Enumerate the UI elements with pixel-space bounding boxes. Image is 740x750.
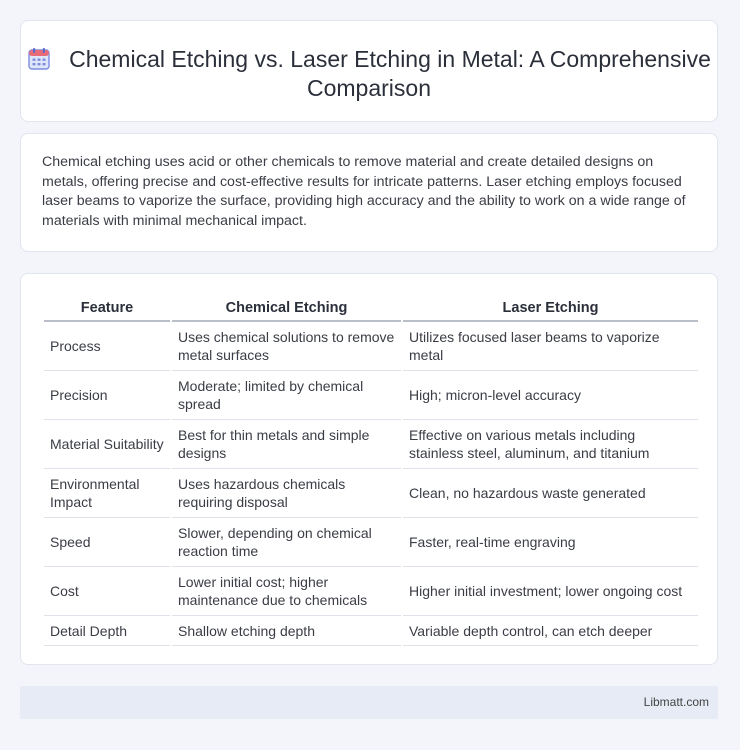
- laser-cell: Effective on various metals including stainless steel, aluminum, and titanium: [403, 420, 698, 469]
- table-header-row: [44, 298, 698, 322]
- chemical-cell: Lower initial cost; higher maintenance due to chemicals: [172, 567, 401, 616]
- footer-bar: [20, 686, 718, 719]
- table-row: [44, 469, 698, 518]
- chemical-cell: Uses hazardous chemicals requiring disposal: [172, 469, 401, 518]
- feature-cell: Cost: [44, 567, 170, 616]
- chemical-cell: Moderate; limited by chemical spread: [172, 371, 401, 420]
- table-row: [44, 567, 698, 616]
- footer-brand[interactable]: Libmatt.com: [643, 695, 709, 709]
- table-row: [44, 518, 698, 567]
- laser-cell: Faster, real-time engraving: [403, 518, 698, 567]
- table-row: [44, 616, 698, 646]
- column-header: Chemical Etching: [172, 298, 401, 322]
- feature-cell: Detail Depth: [44, 616, 170, 646]
- chemical-cell: Slower, depending on chemical reaction time: [172, 518, 401, 567]
- page-title: [21, 45, 717, 103]
- comparison-card: [20, 273, 718, 665]
- chemical-cell: Uses chemical solutions to remove metal surfaces: [172, 322, 401, 371]
- chemical-cell: Best for thin metals and simple designs: [172, 420, 401, 469]
- feature-cell: Speed: [44, 518, 170, 567]
- column-header: Feature: [44, 298, 170, 322]
- table-row: [44, 322, 698, 371]
- intro-paragraph: Chemical etching uses acid or other chemicals to remove material and create detailed designs on metals, offering precise and cost-effective results for intricate patterns. Laser etching employs focused laser beams to vaporize the surface, providing high accuracy and the ability to work on a wide range of materials with minimal mechanical impact.: [42, 154, 686, 229]
- feature-cell: Environmental Impact: [44, 469, 170, 518]
- laser-cell: Clean, no hazardous waste generated: [403, 469, 698, 518]
- laser-cell: Utilizes focused laser beams to vaporize metal: [403, 322, 698, 371]
- table-row: [44, 420, 698, 469]
- laser-cell: Variable depth control, can etch deeper: [403, 616, 698, 646]
- intro-card: [20, 133, 718, 252]
- feature-cell: Precision: [44, 371, 170, 420]
- calendar-icon: [27, 47, 51, 71]
- laser-cell: High; micron-level accuracy: [403, 371, 698, 420]
- title-card: [20, 20, 718, 122]
- column-header: Laser Etching: [403, 298, 698, 322]
- table-row: [44, 371, 698, 420]
- feature-cell: Material Suitability: [44, 420, 170, 469]
- page-title-text: Chemical Etching vs. Laser Etching in Metal: A Comprehensive Comparison: [69, 46, 711, 101]
- feature-cell: Process: [44, 322, 170, 371]
- chemical-cell: Shallow etching depth: [172, 616, 401, 646]
- comparison-table: [42, 298, 700, 646]
- laser-cell: Higher initial investment; lower ongoing cost: [403, 567, 698, 616]
